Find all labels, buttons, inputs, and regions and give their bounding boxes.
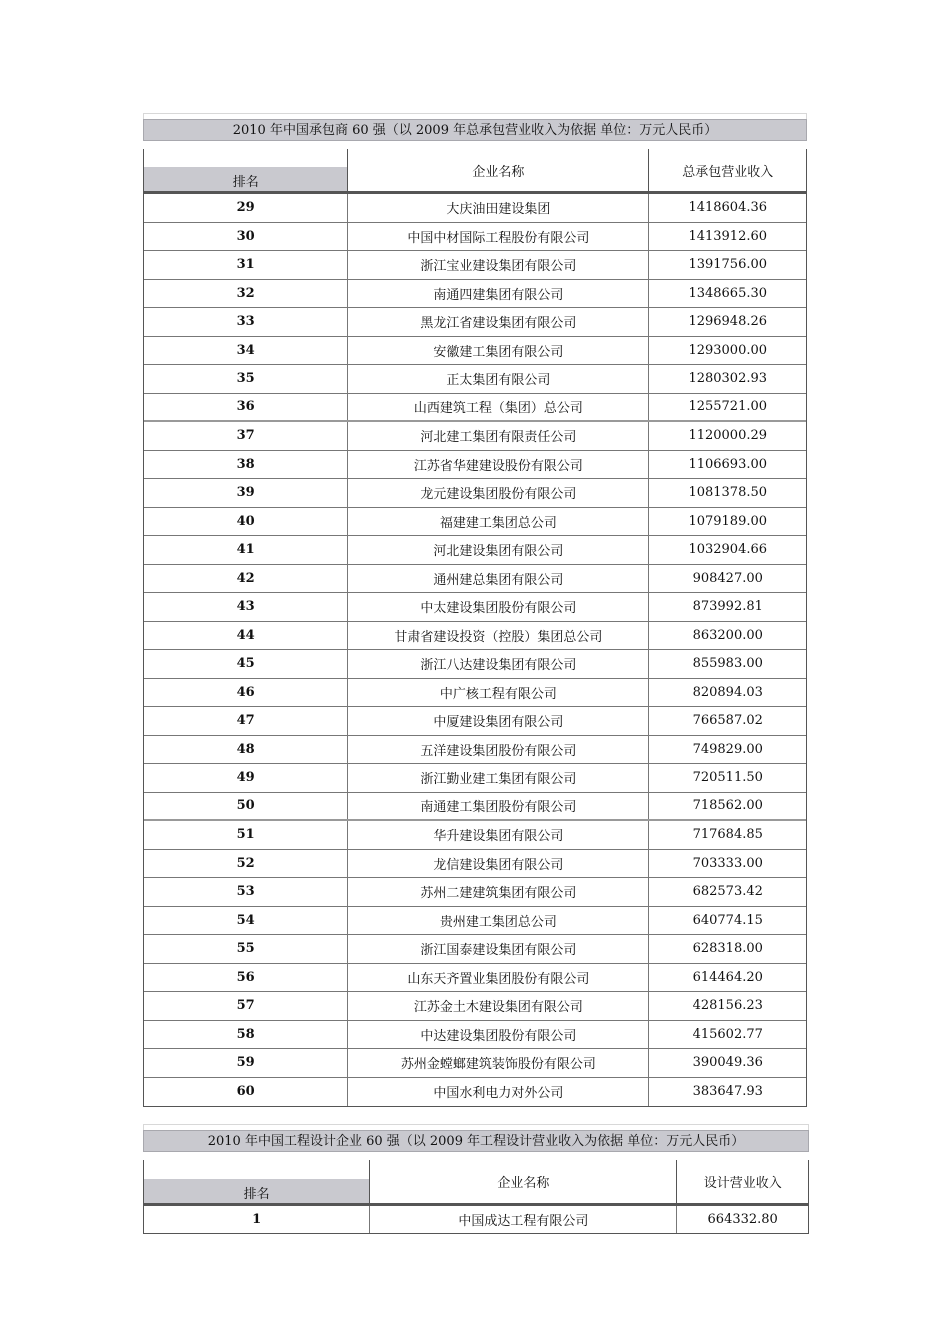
rank-cell: 50	[144, 793, 348, 820]
revenue-cell: 749829.00	[692, 741, 763, 757]
company-cell: 大庆油田建设集团	[348, 194, 649, 222]
revenue-cell: 1391756.00	[688, 257, 768, 273]
table-title: 2010 年中国工程设计企业 60 强（以 2009 年工程设计营业收入为依据 单位：万元人民币）	[143, 1130, 809, 1152]
company-cell: 南通建工集团股份有限公司	[348, 793, 649, 820]
company-cell: 甘肃省建设投资（控股）集团总公司	[348, 622, 649, 650]
table-row	[144, 280, 806, 309]
company-cell: 中国水利电力对外公司	[348, 1078, 649, 1107]
rank-header-label: 排名	[243, 1187, 270, 1202]
revenue-cell: 855983.00	[692, 656, 763, 672]
company-cell: 中广核工程有限公司	[348, 679, 649, 707]
table-row	[144, 679, 806, 708]
table-row	[144, 422, 806, 451]
rank-cell: 51	[144, 821, 348, 849]
table-row	[144, 907, 806, 936]
table-body	[143, 1204, 809, 1234]
rank-cell: 54	[144, 907, 348, 935]
revenue-cell: 1079189.00	[688, 513, 768, 529]
rank-cell: 39	[144, 479, 348, 507]
company-cell: 中太建设集团股份有限公司	[348, 593, 649, 621]
table-body	[143, 192, 807, 1107]
rank-cell: 40	[144, 508, 348, 536]
company-cell: 中国中材国际工程股份有限公司	[348, 223, 649, 251]
company-cell: 江苏省华建建设股份有限公司	[348, 451, 649, 479]
company-cell: 南通四建集团有限公司	[348, 280, 649, 308]
rank-cell: 57	[144, 992, 348, 1020]
revenue-cell: 1293000.00	[688, 342, 768, 358]
revenue-cell: 873992.81	[692, 599, 763, 615]
rank-cell: 55	[144, 935, 348, 963]
revenue-cell: 390049.36	[692, 1055, 763, 1071]
company-cell: 龙信建设集团有限公司	[348, 850, 649, 878]
table-row	[144, 736, 806, 765]
rank-cell: 29	[144, 194, 348, 222]
rank-cell: 60	[144, 1078, 348, 1107]
rank-cell: 59	[144, 1049, 348, 1077]
revenue-cell: 1418604.36	[688, 200, 768, 216]
revenue-cell: 766587.02	[692, 713, 763, 729]
table-row	[144, 1206, 808, 1233]
company-cell: 苏州金螳螂建筑装饰股份有限公司	[348, 1049, 649, 1077]
revenue-cell: 682573.42	[692, 884, 763, 900]
revenue-cell: 628318.00	[692, 941, 763, 957]
company-cell: 贵州建工集团总公司	[348, 907, 649, 935]
company-cell: 江苏金土木建设集团有限公司	[348, 992, 649, 1020]
table-row	[144, 1021, 806, 1050]
revenue-cell: 664332.80	[707, 1212, 778, 1227]
table-row	[144, 821, 806, 850]
table-row	[144, 451, 806, 480]
table-row	[144, 878, 806, 907]
rank-cell: 38	[144, 451, 348, 479]
company-cell: 中国成达工程有限公司	[370, 1206, 677, 1233]
table-row	[144, 394, 806, 423]
revenue-cell: 908427.00	[692, 570, 763, 586]
revenue-cell: 820894.03	[692, 684, 763, 700]
revenue-cell: 1255721.00	[688, 399, 768, 415]
table-row	[144, 935, 806, 964]
revenue-header: 总承包营业收入	[682, 164, 774, 180]
table-row	[144, 1078, 806, 1107]
table-header-row	[143, 149, 807, 192]
table-row	[144, 593, 806, 622]
company-cell: 浙江勤业建工集团有限公司	[348, 764, 649, 792]
revenue-cell: 640774.15	[692, 912, 763, 928]
revenue-cell: 383647.93	[692, 1084, 763, 1100]
table-row	[144, 1049, 806, 1078]
rank-header	[144, 1160, 370, 1203]
table-row	[144, 964, 806, 993]
company-header: 企业名称	[370, 1160, 677, 1203]
table-row	[144, 337, 806, 366]
company-cell: 河北建设集团有限公司	[348, 536, 649, 564]
revenue-cell: 1120000.29	[688, 428, 768, 444]
rank-cell: 34	[144, 337, 348, 365]
table-row	[144, 479, 806, 508]
company-header: 企业名称	[348, 149, 649, 191]
rank-cell: 30	[144, 223, 348, 251]
company-cell: 浙江国泰建设集团有限公司	[348, 935, 649, 963]
company-cell: 华升建设集团有限公司	[348, 821, 649, 849]
rank-cell: 45	[144, 650, 348, 678]
table-row	[144, 650, 806, 679]
table-row	[144, 793, 806, 822]
revenue-cell: 718562.00	[692, 798, 763, 814]
table-row	[144, 707, 806, 736]
company-cell: 山西建筑工程（集团）总公司	[348, 394, 649, 421]
revenue-cell: 1296948.26	[688, 314, 768, 330]
table-title: 2010 年中国承包商 60 强（以 2009 年总承包营业收入为依据 单位：万元人民币）	[143, 119, 807, 141]
rank-cell: 56	[144, 964, 348, 992]
company-cell: 黑龙江省建设集团有限公司	[348, 308, 649, 336]
rank-cell: 32	[144, 280, 348, 308]
company-cell: 龙元建设集团股份有限公司	[348, 479, 649, 507]
table-row	[144, 308, 806, 337]
revenue-cell: 1106693.00	[688, 456, 768, 472]
company-cell: 正太集团有限公司	[348, 365, 649, 393]
company-cell: 安徽建工集团有限公司	[348, 337, 649, 365]
table-row	[144, 508, 806, 537]
revenue-cell: 717684.85	[692, 827, 763, 843]
table-row	[144, 365, 806, 394]
rank-cell: 36	[144, 394, 348, 421]
company-cell: 福建建工集团总公司	[348, 508, 649, 536]
table-row	[144, 850, 806, 879]
table-row	[144, 194, 806, 223]
company-cell: 浙江宝业建设集团有限公司	[348, 251, 649, 279]
company-cell: 河北建工集团有限责任公司	[348, 422, 649, 450]
revenue-cell: 1413912.60	[688, 228, 768, 244]
revenue-cell: 703333.00	[692, 855, 763, 871]
rank-cell: 49	[144, 764, 348, 792]
revenue-cell: 1348665.30	[688, 285, 768, 301]
company-cell: 五洋建设集团股份有限公司	[348, 736, 649, 764]
table-header-row	[143, 1160, 809, 1204]
company-cell: 通州建总集团有限公司	[348, 565, 649, 593]
table-row	[144, 992, 806, 1021]
rank-cell: 52	[144, 850, 348, 878]
rank-cell: 46	[144, 679, 348, 707]
revenue-cell: 863200.00	[692, 627, 763, 643]
rank-cell: 47	[144, 707, 348, 735]
revenue-cell: 720511.50	[692, 770, 763, 786]
rank-cell: 42	[144, 565, 348, 593]
table-row	[144, 251, 806, 280]
revenue-cell: 614464.20	[692, 969, 763, 985]
table-row	[144, 223, 806, 252]
contractor-ranking-table	[143, 113, 807, 1107]
revenue-header: 设计营业收入	[703, 1176, 782, 1191]
table-row	[144, 565, 806, 594]
design-ranking-table	[143, 1124, 809, 1234]
company-cell: 山东天齐置业集团股份有限公司	[348, 964, 649, 992]
rank-cell: 58	[144, 1021, 348, 1049]
company-cell: 浙江八达建设集团有限公司	[348, 650, 649, 678]
rank-header	[144, 149, 348, 191]
revenue-cell: 415602.77	[692, 1026, 763, 1042]
rank-header-label: 排名	[232, 175, 259, 190]
revenue-cell: 1081378.50	[688, 485, 768, 501]
rank-cell: 44	[144, 622, 348, 650]
rank-cell: 53	[144, 878, 348, 906]
rank-cell: 48	[144, 736, 348, 764]
rank-cell: 43	[144, 593, 348, 621]
table-row	[144, 764, 806, 793]
revenue-cell: 1032904.66	[688, 542, 768, 558]
company-cell: 中厦建设集团有限公司	[348, 707, 649, 735]
rank-cell: 31	[144, 251, 348, 279]
table-row	[144, 536, 806, 565]
revenue-cell: 1280302.93	[688, 371, 768, 387]
company-cell: 中达建设集团股份有限公司	[348, 1021, 649, 1049]
company-cell: 苏州二建建筑集团有限公司	[348, 878, 649, 906]
rank-cell: 41	[144, 536, 348, 564]
table-row	[144, 622, 806, 651]
rank-cell: 33	[144, 308, 348, 336]
revenue-cell: 428156.23	[692, 998, 763, 1014]
rank-cell: 37	[144, 422, 348, 450]
rank-cell: 1	[144, 1206, 370, 1233]
rank-cell: 35	[144, 365, 348, 393]
